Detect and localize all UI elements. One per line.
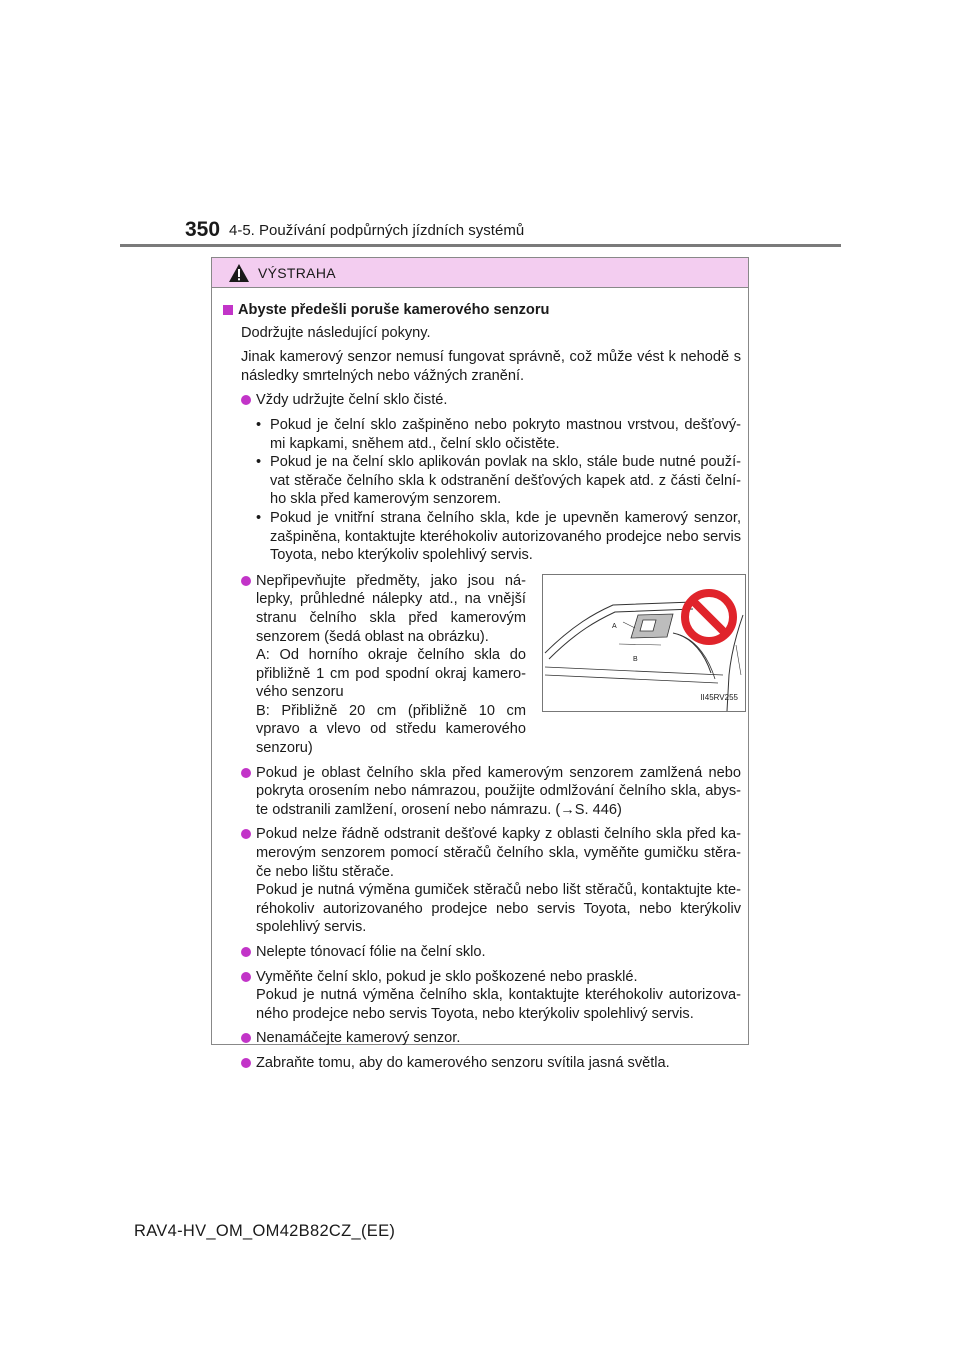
bullet-text: Pokud nelze řádně odstranit dešťové kapky z oblasti čelního skla před ka-merovým senzorem pomocí stěračů čelního skla, vyměňte gumičku stěra-če nebo lištu stěrače.	[256, 826, 741, 880]
bullet-item	[241, 968, 741, 1024]
warning-heading	[223, 301, 741, 320]
round-bullet-icon	[241, 829, 251, 839]
sub-item	[256, 416, 741, 453]
warning-content	[212, 288, 748, 1073]
warning-heading-text: Abyste předešli poruše kamerového senzoru	[238, 302, 550, 318]
warning-header	[212, 258, 748, 288]
round-bullet-icon	[241, 947, 251, 957]
figure-label-b: B	[633, 655, 638, 663]
bullet-item	[241, 1054, 741, 1073]
round-bullet-icon	[241, 576, 251, 586]
sub-item-text: Pokud je vnitřní strana čelního skla, kde je upevněn kamerový senzor, zašpiněna, kontaktujte kteréhokoliv autorizovaného prodejce nebo servis Toyota, nebo kterýkoliv spolehlivý servis.	[270, 509, 741, 564]
sub-bullet-icon: •	[256, 416, 262, 433]
note-b: B: Přibližně 20 cm (přibližně 10 cm vpravo a vlevo od středu kamerového senzoru)	[256, 702, 526, 757]
document-code: RAV4-HV_OM_OM42B82CZ_(EE)	[134, 1222, 396, 1240]
figure-code: II45RV255	[700, 693, 738, 703]
bullet-item	[241, 572, 526, 758]
bullet-extra-text: Pokud je nutná výměna čelního skla, kontaktujte kteréhokoliv autorizova-ného prodejce nebo servis Toyota, nebo kterýkoliv spolehlivý servis.	[256, 987, 741, 1022]
bullet-item	[241, 825, 741, 937]
sub-bullet-icon: •	[256, 509, 262, 526]
consequence-text: Jinak kamerový senzor nemusí fungovat správně, což může vést k nehodě s následky smrtelných nebo vážných zranění.	[241, 349, 741, 384]
round-bullet-icon	[241, 1033, 251, 1043]
bullet-text: Zabraňte tomu, aby do kamerového senzoru svítila jasná světla.	[256, 1054, 670, 1071]
sub-item-text: Pokud je na čelní sklo aplikován povlak na sklo, stále bude nutné použí-vat stěrače čelního skla k odstranění dešťových kapek atd. z části čelní-ho skla před kamerovým senzorem.	[270, 454, 741, 508]
round-bullet-icon	[241, 1058, 251, 1068]
bullet-item	[241, 391, 741, 410]
warning-triangle-icon	[228, 263, 250, 283]
sub-bullet-icon: •	[256, 454, 262, 471]
bullet-text: Nelepte tónovací fólie na čelní sklo.	[256, 944, 486, 960]
warning-title: VÝSTRAHA	[258, 264, 336, 281]
bullet-text: Vyměňte čelní sklo, pokud je sklo poškozené nebo prasklé.	[256, 968, 638, 985]
square-bullet-icon	[223, 305, 233, 315]
windshield-illustration	[542, 574, 746, 712]
bullet-item	[241, 1029, 741, 1048]
warning-box	[211, 257, 749, 1071]
bullet-text: Pokud je oblast čelního skla před kamerovým senzorem zamlžená nebo pokryta orosením nebo námrazou, použijte odmlžování čelního skla, abys-te odstranili zamlžení, orosení nebo námrazu. (→S. 446)	[256, 764, 741, 818]
figure-label-a: A	[612, 622, 617, 630]
bullet-item	[241, 764, 741, 820]
round-bullet-icon	[241, 768, 251, 778]
section-title: 4-5. Používání podpůrných jízdních systémů	[229, 222, 525, 239]
intro-text: Dodržujte následující pokyny.	[241, 324, 431, 341]
note-a: A: Od horního okraje čelního skla do přibližně 1 cm pod spodní okraj kamero-vého senzoru	[256, 647, 526, 701]
bullet-extra-text: Pokud je nutná výměna gumiček stěračů nebo lišt stěračů, kontaktujte kte-réhokoliv autorizovaného prodejce nebo servis Toyota, nebo kterýkoliv spolehlivý servis.	[256, 882, 741, 936]
bullet-text: Nenamáčejte kamerový senzor.	[256, 1030, 461, 1047]
bullet-text: Vždy udržujte čelní sklo čisté.	[256, 392, 448, 409]
header-rule	[120, 244, 841, 247]
bullet-text: Nepřipevňujte předměty, jako jsou ná-lepky, průhledné nálepky atd., na vnější stranu čelního skla před kamerovým senzorem (šedá oblast na obrázku).	[256, 572, 526, 645]
round-bullet-icon	[241, 395, 251, 405]
round-bullet-icon	[241, 972, 251, 982]
figure-row	[223, 572, 741, 758]
page-number: 350	[185, 218, 221, 241]
sub-item	[256, 509, 741, 565]
sub-item-text: Pokud je čelní sklo zašpiněno nebo pokryto mastnou vrstvou, dešťový-mi kapkami, sněhem atd., čelní sklo očistěte.	[270, 416, 741, 452]
sub-item	[256, 453, 741, 509]
bullet-item	[241, 943, 741, 962]
